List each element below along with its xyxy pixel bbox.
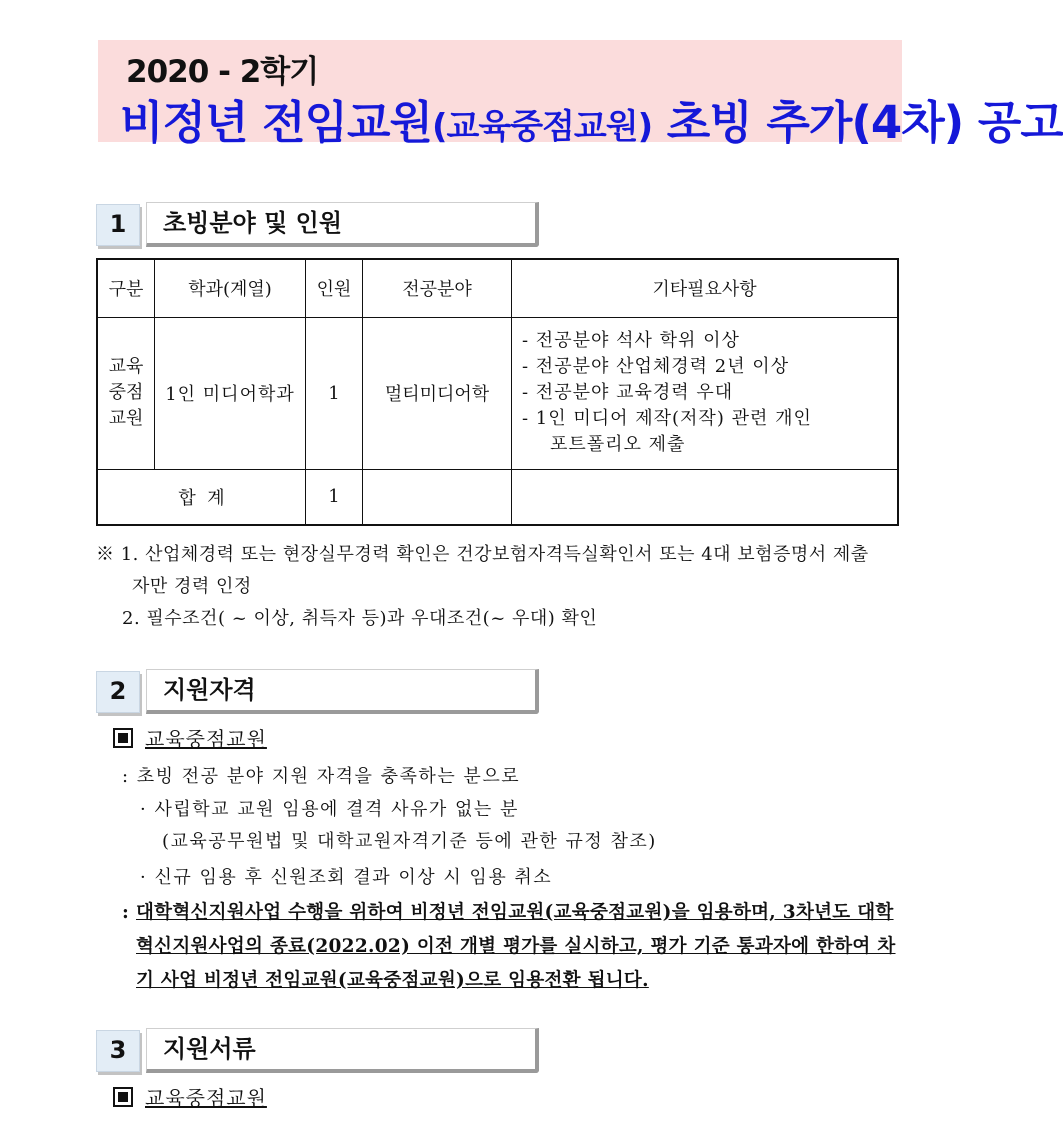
requirement-item: - 1인 미디어 제작(저작) 관련 개인	[522, 408, 812, 429]
table-header-row	[97, 259, 898, 317]
subheading-education-faculty	[113, 1082, 267, 1111]
section-title: 초빙분야 및 인원	[146, 202, 539, 247]
total-count: 1	[306, 469, 363, 525]
requirement-item: - 전공분야 산업체경력 2년 이상	[522, 356, 790, 377]
cell-requirements	[512, 317, 899, 469]
filled-square-icon	[113, 1087, 133, 1107]
category-line: 교육	[108, 356, 144, 377]
qualification-intro: : 초빙 전공 분야 지원 자격을 충족하는 분으로	[122, 766, 521, 787]
title-banner	[98, 40, 1063, 149]
section-title: 지원자격	[146, 669, 539, 714]
requirement-item: - 전공분야 석사 학위 이상	[522, 330, 740, 351]
category-line: 교원	[108, 408, 144, 429]
note-2: 2. 필수조건( ~ 이상, 취득자 등)과 우대조건(~ 우대) 확인	[122, 608, 598, 629]
total-empty-cell	[512, 469, 899, 525]
title-suffix: 초빙 추가(4차) 공고	[652, 96, 1063, 149]
semester-label: 2020 - 2학기	[126, 54, 319, 90]
conversion-notice	[122, 896, 902, 998]
subheading-text: 교육중점교원	[145, 1086, 267, 1110]
notice-text: 대학혁신지원사업 수행을 위하여 비정년 전임교원(교육중점교원)을 임용하며, 3차년도 대학혁신지원사업의 종료(2022.02) 이전 개별 평가를 실시하고, 평가 기준 통과자에 한하여 차기 사업 비정년 전임교원(교육중점교원)으로 임용전환 됩니다.	[136, 902, 896, 991]
subheading-text: 교육중점교원	[145, 727, 267, 751]
title-prefix: 비정년 전임교원	[120, 96, 432, 149]
requirement-item: - 전공분야 교육경력 우대	[522, 382, 734, 403]
table-total-row	[97, 469, 898, 525]
section-1-header	[96, 202, 524, 248]
page-title	[120, 86, 1063, 151]
category-line: 중점	[108, 382, 144, 403]
section-title: 지원서류	[146, 1028, 539, 1073]
section-number: 2	[96, 671, 140, 713]
position-table	[96, 258, 899, 526]
section-number: 1	[96, 204, 140, 246]
requirement-item: 포트폴리오 제출	[550, 434, 686, 455]
header-major: 전공분야	[363, 259, 512, 317]
cell-count: 1	[306, 317, 363, 469]
note-1: ※ 1. 산업체경력 또는 현장실무경력 확인은 건강보험자격득실확인서 또는 4대 보험증명서 제출	[96, 544, 869, 565]
subheading-education-faculty	[113, 723, 267, 752]
section-number: 3	[96, 1030, 140, 1072]
qualification-item: · 신규 임용 후 신원조회 결과 이상 시 임용 취소	[140, 867, 553, 888]
header-department: 학과(계열)	[155, 259, 306, 317]
section-2-header	[96, 669, 524, 715]
section-3-header	[96, 1028, 524, 1074]
total-empty-cell	[363, 469, 512, 525]
header-category: 구분	[97, 259, 155, 317]
qualification-item: · 사립학교 교원 임용에 결격 사유가 없는 분	[140, 799, 519, 820]
cell-category	[97, 317, 155, 469]
notice-colon: :	[122, 902, 130, 923]
header-count: 인원	[306, 259, 363, 317]
title-paren: (교육중점교원)	[431, 107, 653, 147]
total-label: 합 계	[97, 469, 306, 525]
cell-department: 1인 미디어학과	[155, 317, 306, 469]
note-1-cont: 자만 경력 인정	[132, 576, 252, 597]
header-requirements: 기타필요사항	[512, 259, 899, 317]
cell-major: 멀티미디어학	[363, 317, 512, 469]
table-row	[97, 317, 898, 469]
filled-square-icon	[113, 728, 133, 748]
qualification-note: (교육공무원법 및 대학교원자격기준 등에 관한 규정 참조)	[162, 831, 657, 852]
